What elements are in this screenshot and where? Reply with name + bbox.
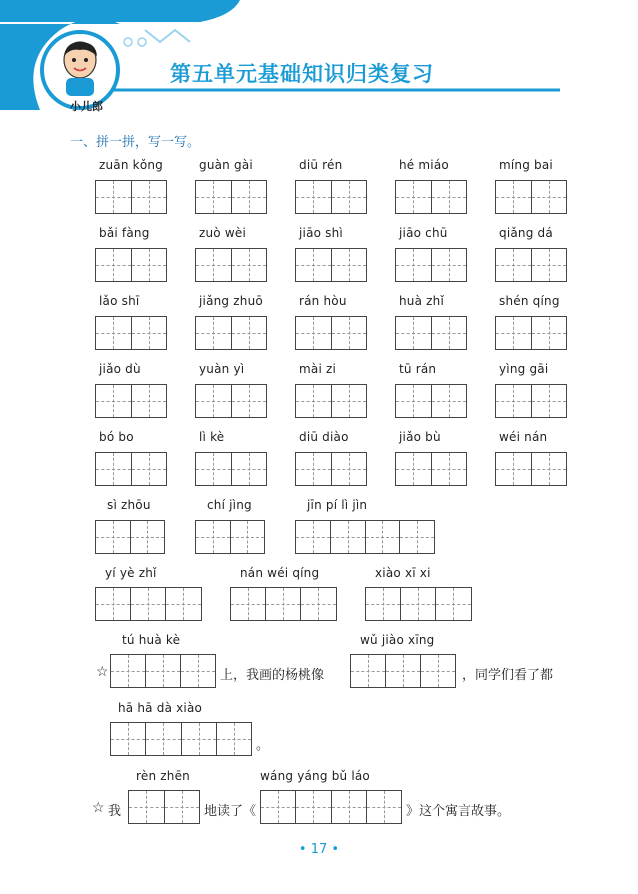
answer-grid[interactable] xyxy=(110,654,216,688)
answer-grid[interactable] xyxy=(395,248,467,282)
pinyin-label: tū rán xyxy=(399,362,437,376)
pinyin-label: qiǎng dá xyxy=(499,226,553,240)
boy-mascot-icon xyxy=(52,38,108,98)
pinyin-label: nán wéi qíng xyxy=(240,566,320,580)
answer-grid[interactable] xyxy=(395,180,467,214)
sentence-text: 》这个寓言故事。 xyxy=(406,804,511,819)
answer-grid[interactable] xyxy=(295,316,367,350)
pinyin-label: hā hā dà xiào xyxy=(118,701,203,715)
pinyin-label: tú huà kè xyxy=(122,633,181,647)
pinyin-label: jiǎo bù xyxy=(399,430,441,444)
pinyin-label: bó bo xyxy=(99,430,134,444)
sentence-text: 我 xyxy=(108,804,122,819)
pinyin-label: jiāo shì xyxy=(299,226,343,240)
answer-grid[interactable] xyxy=(110,722,252,756)
answer-grid[interactable] xyxy=(95,452,167,486)
answer-grid[interactable] xyxy=(295,180,367,214)
pinyin-label: rèn zhēn xyxy=(136,769,190,783)
answer-grid[interactable] xyxy=(195,384,267,418)
pinyin-label: bǎi fàng xyxy=(99,226,150,240)
sentence-text: 上，我画的杨桃像 xyxy=(220,668,325,683)
answer-grid[interactable] xyxy=(295,384,367,418)
pinyin-label: diū diào xyxy=(299,430,349,444)
pinyin-label: diū rén xyxy=(299,158,343,172)
answer-grid[interactable] xyxy=(350,654,456,688)
pinyin-label: lǎo shī xyxy=(99,294,140,308)
logo-label: 小儿郎 xyxy=(70,100,103,113)
answer-grid[interactable] xyxy=(295,452,367,486)
pinyin-label: hé miáo xyxy=(399,158,449,172)
pinyin-label: yí yè zhǐ xyxy=(105,566,157,580)
answer-grid[interactable] xyxy=(395,384,467,418)
pinyin-label: guàn gài xyxy=(199,158,253,172)
answer-grid[interactable] xyxy=(395,452,467,486)
pinyin-label: jiǎo dù xyxy=(99,362,141,376)
answer-grid[interactable] xyxy=(495,384,567,418)
pinyin-label: zuān kǒng xyxy=(99,158,163,172)
pinyin-label: yuàn yì xyxy=(199,362,245,376)
pinyin-label: míng bai xyxy=(499,158,553,172)
answer-grid[interactable] xyxy=(395,316,467,350)
pinyin-label: rán hòu xyxy=(299,294,347,308)
pinyin-label: shén qíng xyxy=(499,294,560,308)
answer-grid[interactable] xyxy=(495,180,567,214)
answer-grid[interactable] xyxy=(195,180,267,214)
pinyin-label: sì zhōu xyxy=(107,498,151,512)
answer-grid[interactable] xyxy=(95,587,202,621)
pinyin-label: jīn pí lì jìn xyxy=(307,498,368,512)
page-title: 第五单元基础知识归类复习 xyxy=(170,62,434,86)
pinyin-label: jiǎng zhuō xyxy=(199,294,263,308)
answer-grid[interactable] xyxy=(95,316,167,350)
pinyin-label: huà zhǐ xyxy=(399,294,445,308)
answer-grid[interactable] xyxy=(195,452,267,486)
answer-grid[interactable] xyxy=(95,384,167,418)
answer-grid[interactable] xyxy=(230,587,337,621)
pinyin-label: yìng gāi xyxy=(499,362,549,376)
sentence-text: ，同学们看了都 xyxy=(462,668,554,683)
answer-grid[interactable] xyxy=(95,520,165,554)
section-title: 一、拼一拼，写一写。 xyxy=(70,135,201,150)
page-number: • 17 • xyxy=(298,842,340,857)
sentence-text: 地读了《 xyxy=(204,804,257,819)
pinyin-label: lì kè xyxy=(199,430,225,444)
pinyin-label: wǔ jiào xīng xyxy=(360,633,435,647)
pinyin-label: zuò wèi xyxy=(199,226,246,240)
answer-grid[interactable] xyxy=(195,316,267,350)
pinyin-label: jiāo chū xyxy=(399,226,448,240)
answer-grid[interactable] xyxy=(260,790,402,824)
answer-grid[interactable] xyxy=(95,180,167,214)
star-icon: ☆ xyxy=(96,664,109,680)
answer-grid[interactable] xyxy=(495,452,567,486)
answer-grid[interactable] xyxy=(195,248,267,282)
answer-grid[interactable] xyxy=(495,248,567,282)
answer-grid[interactable] xyxy=(128,790,200,824)
star-icon: ☆ xyxy=(92,800,105,816)
answer-grid[interactable] xyxy=(295,248,367,282)
answer-grid[interactable] xyxy=(495,316,567,350)
sentence-text: 。 xyxy=(256,738,270,753)
pinyin-label: wéi nán xyxy=(499,430,548,444)
pinyin-label: mài zi xyxy=(299,362,337,376)
answer-grid[interactable] xyxy=(365,587,472,621)
pinyin-label: chí jìng xyxy=(207,498,252,512)
pinyin-label: xiào xī xi xyxy=(375,566,431,580)
answer-grid[interactable] xyxy=(195,520,265,554)
answer-grid[interactable] xyxy=(95,248,167,282)
answer-grid[interactable] xyxy=(295,520,435,554)
pinyin-label: wáng yáng bǔ láo xyxy=(260,769,370,783)
